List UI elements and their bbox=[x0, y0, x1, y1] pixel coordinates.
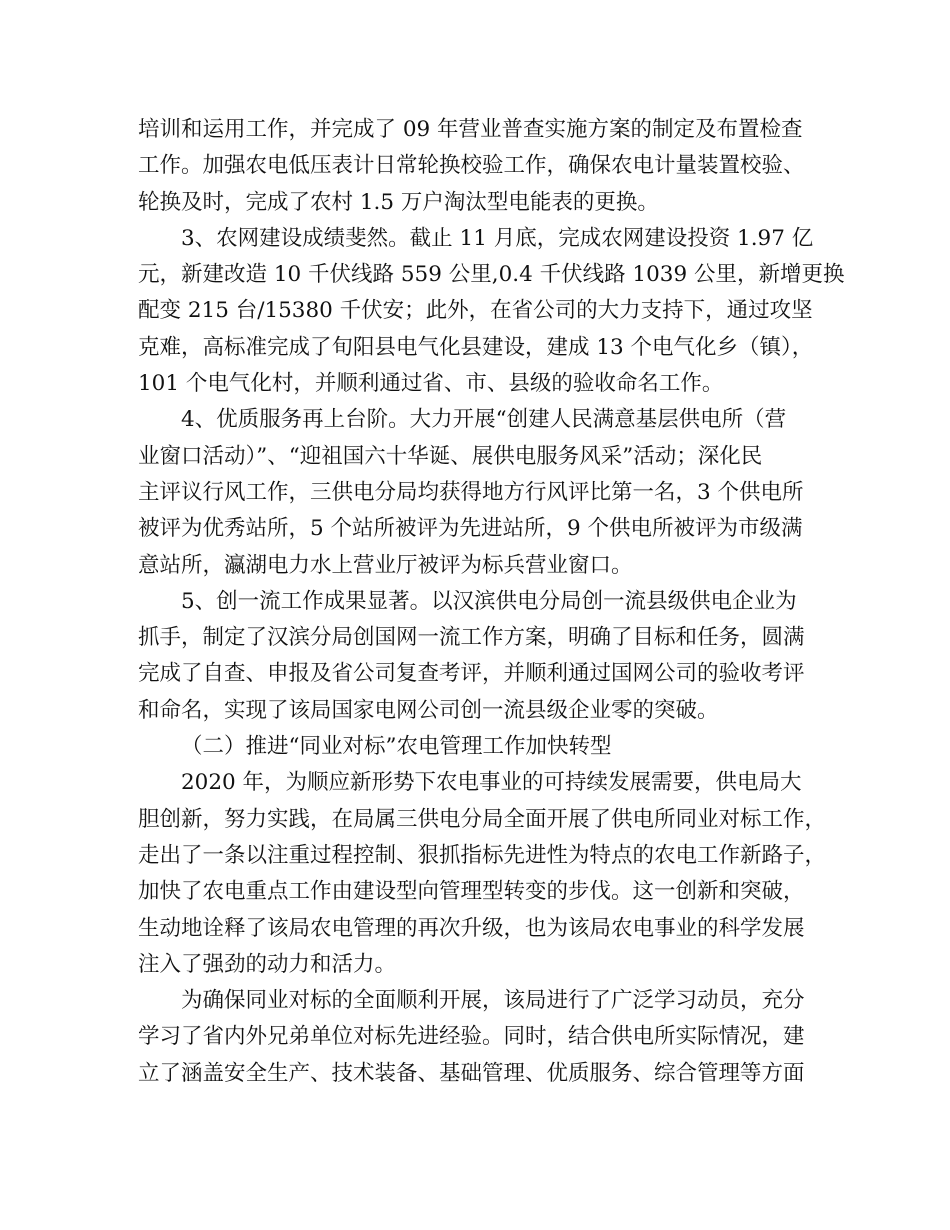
paragraph-line: 被评为优秀站所，5 个站所被评为先进站所，9 个供电所被评为市级满 bbox=[138, 516, 803, 542]
paragraph-line: 和命名，实现了该局国家电网公司创一流县级企业零的突破。 bbox=[138, 697, 719, 723]
paragraph-line: 为确保同业对标的全面顺利开展，该局进行了广泛学习动员，充分 bbox=[181, 988, 805, 1014]
paragraph-line: 5、创一流工作成果显著。以汉滨供电分局创一流县级供电企业为 bbox=[181, 588, 797, 614]
paragraph-line: 学习了省内外兄弟单位对标先进经验。同时，结合供电所实际情况，建 bbox=[138, 1024, 805, 1050]
paragraph-line: 元，新建改造 10 千伏线路 559 公里,0.4 千伏线路 1039 公里，新增更换 bbox=[138, 262, 845, 288]
paragraph-line: 工作。加强农电低压表计日常轮换校验工作，确保农电计量装置校验、 bbox=[138, 153, 805, 179]
paragraph-line: 完成了自查、申报及省公司复查考评，并顺利通过国网公司的验收考评 bbox=[138, 661, 805, 687]
paragraph-line: 胆创新，努力实践，在局属三供电分局全面开展了供电所同业对标工作， bbox=[138, 806, 827, 832]
section-heading: （二）推进“同业对标”农电管理工作加快转型 bbox=[181, 734, 612, 760]
paragraph-line: 轮换及时，完成了农村 1.5 万户淘汰型电能表的更换。 bbox=[138, 189, 659, 215]
paragraph-line: 注入了强劲的动力和活力。 bbox=[138, 951, 397, 977]
paragraph-line: 4、优质服务再上台阶。大力开展“创建人民满意基层供电所（营 bbox=[181, 407, 787, 433]
paragraph-line: 3、农网建设成绩斐然。截止 11 月底，完成农网建设投资 1.97 亿 bbox=[181, 225, 814, 251]
paragraph-line: 业窗口活动）”、“迎祖国六十华诞、展供电服务风采”活动；深化民 bbox=[138, 443, 763, 469]
paragraph-line: 加快了农电重点工作由建设型向管理型转变的步伐。这一创新和突破， bbox=[138, 879, 805, 905]
document-body bbox=[138, 112, 845, 1092]
paragraph-line: 2020 年，为顺应新形势下农电事业的可持续发展需要，供电局大 bbox=[181, 770, 802, 796]
paragraph-line: 配变 215 台/15380 千伏安；此外，在省公司的大力支持下，通过攻坚 bbox=[138, 298, 813, 324]
paragraph-line: 意站所，瀛湖电力水上营业厅被评为标兵营业窗口。 bbox=[138, 552, 633, 578]
paragraph-line: 克难，高标准完成了旬阳县电气化县建设，建成 13 个电气化乡（镇）， bbox=[138, 334, 814, 360]
paragraph-line: 抓手，制定了汉滨分局创国网一流工作方案，明确了目标和任务，圆满 bbox=[138, 625, 805, 651]
paragraph-line: 主评议行风工作，三供电分局均获得地方行风评比第一名，3 个供电所 bbox=[138, 479, 804, 505]
paragraph-line: 101 个电气化村，并顺利通过省、市、县级的验收命名工作。 bbox=[138, 371, 724, 397]
paragraph-line: 培训和运用工作，并完成了 09 年营业普查实施方案的制定及布置检查 bbox=[138, 117, 803, 142]
paragraph-line: 立了涵盖安全生产、技术装备、基础管理、优质服务、综合管理等方面 bbox=[138, 1060, 805, 1086]
paragraph-line: 生动地诠释了该局农电管理的再次升级，也为该局农电事业的科学发展 bbox=[138, 915, 805, 941]
paragraph-line: 走出了一条以注重过程控制、狠抓指标先进性为特点的农电工作新路子， bbox=[138, 842, 827, 868]
